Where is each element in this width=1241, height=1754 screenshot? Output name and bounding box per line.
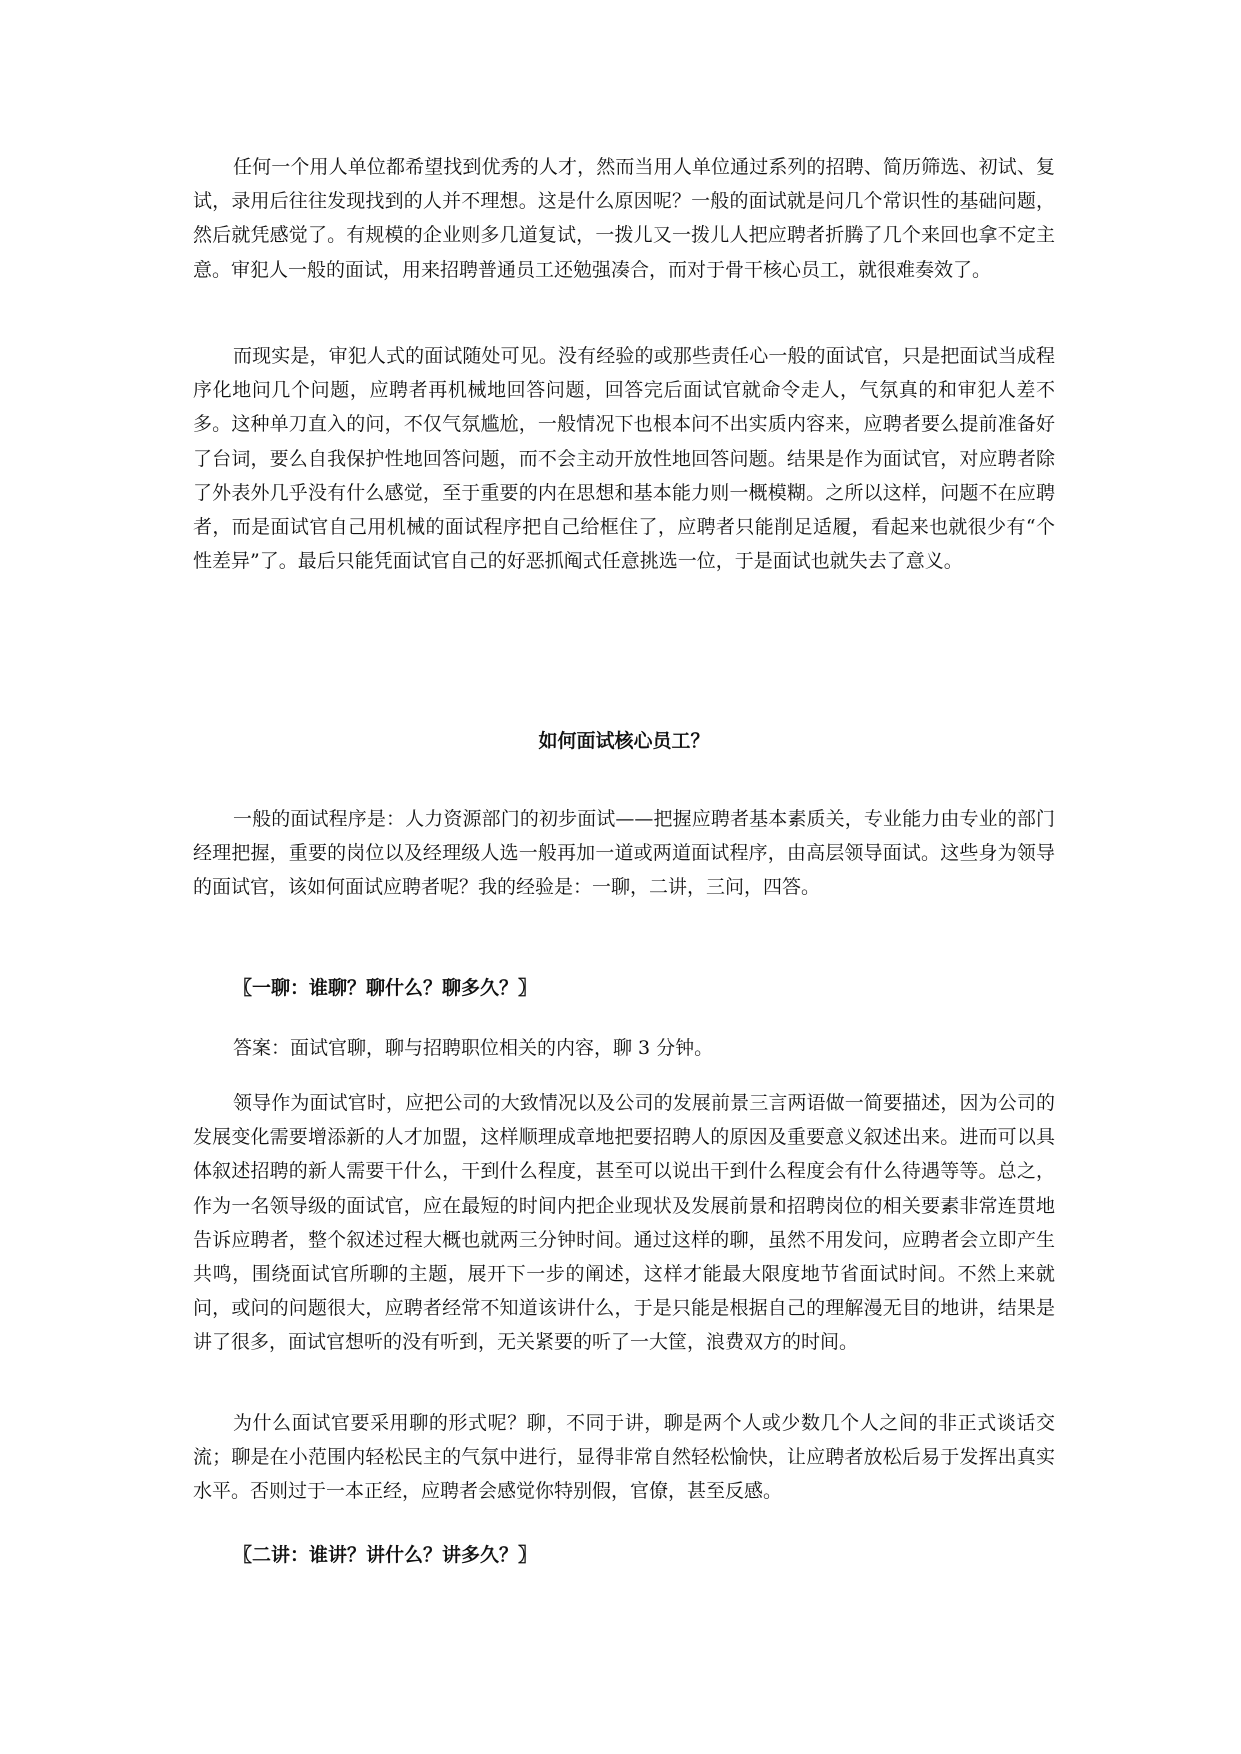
body-paragraph: 而现实是，审犯人式的面试随处可见。没有经验的或那些责任心一般的面试官，只是把面试当成程序化地问几个问题，应聘者再机械地回答问题，回答完后面试官就命令走人，气氛真的和审犯人差不多。这种单刀直入的问，不仅气氛尴尬，一般情况下也根本问不出实质内容来，应聘者要么提前准备好了台词，要么自我保护性地回答问题，而不会主动开放性地回答问题。结果是作为面试官，对应聘者除了外表外几乎没有什么感觉，至于重要的内在思想和基本能力则一概模糊。之所以这样，问题不在应聘者，而是面试官自己用机械的面试程序把自己给框住了，应聘者只能削足适履，看起来也就很少有“个性差异”了。最后只能凭面试官自己的好恶抓阄式任意挑选一位，于是面试也就失去了意义。: [193, 345, 1055, 573]
answer-paragraph: 答案：面试官聊，聊与招聘职位相关的内容，聊 3 分钟。: [233, 1037, 714, 1059]
body-paragraph: 任何一个用人单位都希望找到优秀的人才，然而当用人单位通过系列的招聘、简历筛选、初试、复试，录用后往往发现找到的人并不理想。这是什么原因呢？一般的面试就是问几个常识性的基础问题，然后就凭感觉了。有规模的企业则多几道复试，一拨儿又一拨儿人把应聘者折腾了几个来回也拿不定主意。审犯人一般的面试，用来招聘普通员工还勉强凑合，而对于骨干核心员工，就很难奏效了。: [193, 156, 1055, 281]
body-paragraph: 领导作为面试官时，应把公司的大致情况以及公司的发展前景三言两语做一简要描述，因为公司的发展变化需要增添新的人才加盟，这样顺理成章地把要招聘人的原因及重要意义叙述出来。进而可以具体叙述招聘的新人需要干什么，干到什么程度，甚至可以说出干到什么程度会有什么待遇等等。总之，作为一名领导级的面试官，应在最短的时间内把企业现状及发展前景和招聘岗位的相关要素非常连贯地告诉应聘者，整个叙述过程大概也就两三分钟时间。通过这样的聊，虽然不用发问，应聘者会立即产生共鸣，围绕面试官所聊的主题，展开下一步的阐述，这样才能最大限度地节省面试时间。不然上来就问，或问的问题很大，应聘者经常不知道该讲什么，于是只能是根据自己的理解漫无目的地讲，结果是讲了很多，面试官想听的没有听到，无关紧要的听了一大筐，浪费双方的时间。: [193, 1092, 1055, 1354]
body-paragraph: 为什么面试官要采用聊的形式呢？聊，不同于讲，聊是两个人或少数几个人之间的非正式谈话交流；聊是在小范围内轻松民主的气氛中进行，显得非常自然轻松愉快，让应聘者放松后易于发挥出真实水平。否则过于一本正经，应聘者会感觉你特别假，官僚，甚至反感。: [193, 1412, 1055, 1503]
body-paragraph: 一般的面试程序是：人力资源部门的初步面试——把握应聘者基本素质关，专业能力由专业的部门经理把握，重要的岗位以及经理级人选一般再加一道或两道面试程序，由高层领导面试。这些身为领导的面试官，该如何面试应聘者呢？我的经验是：一聊，二讲，三问，四答。: [193, 808, 1055, 899]
subsection-heading: 〖二讲：谁讲？讲什么？讲多久？〗: [233, 1544, 538, 1566]
subsection-heading: 〖一聊：谁聊？聊什么？聊多久？〗: [233, 977, 538, 999]
section-title: 如何面试核心员工？: [538, 730, 710, 752]
